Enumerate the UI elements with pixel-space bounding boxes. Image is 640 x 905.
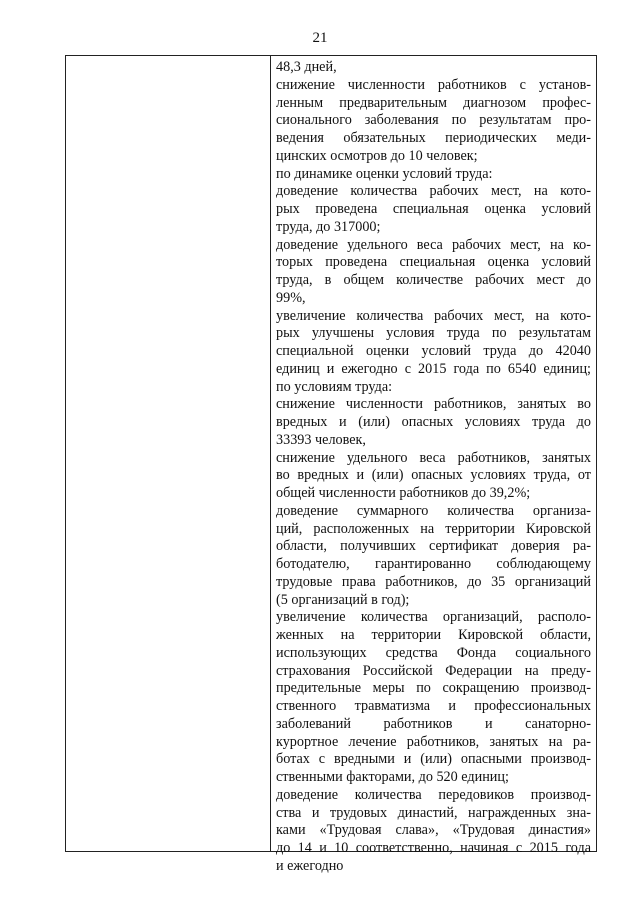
text-line: снижение удельного веса работников, занятых (276, 449, 591, 466)
text-line: предительные меры по сокращению производ- (276, 680, 591, 697)
text-line: ками «Трудовая слава», «Трудовая династия» (276, 822, 591, 839)
text-line: курортное лечение работников, занятых на ра- (276, 733, 591, 750)
text-line: торых проведена специальная оценка условий (276, 254, 591, 271)
text-line: снижение численности работников с установ- (276, 76, 591, 93)
page-number: 21 (312, 30, 328, 46)
text-line: рых проведена специальная оценка условий (276, 201, 591, 217)
text-line: труда, до 317000; (276, 218, 381, 235)
text-line: единиц и ежегодно с 2015 года по 6540 единиц; (276, 360, 591, 377)
text-line: цинских осмотров до 10 человек; (276, 147, 478, 164)
text-line: до 14 и 10 соответственно, начиная с 2015 года (276, 840, 591, 856)
text-line: доведение количества рабочих мест, на кото- (276, 183, 591, 200)
text-line: вредных и (или) опасных условиях труда до (276, 414, 591, 430)
document-table (65, 55, 597, 874)
text-line: по динамике оценки условий труда: (276, 165, 493, 182)
text-line: женных на территории Кировской области, (276, 627, 591, 643)
text-line: (5 организаций в год); (276, 591, 410, 608)
text-line: во вредных и (или) опасных условиях труда, от (276, 467, 591, 484)
text-line: по условиям труда: (276, 378, 393, 395)
text-line: увеличение количества организаций, располо- (276, 609, 591, 626)
text-line: области, получивших сертификат доверия ра- (276, 538, 591, 555)
text-line: и ежегодно (276, 857, 344, 874)
text-line: ботодателю, гарантированно соблюдающему (276, 556, 591, 572)
text-line: использующих средства Фонда социального (276, 644, 591, 661)
text-line: доведение удельного веса рабочих мест, на ко- (276, 236, 591, 253)
text-line: рых улучшены условия труда по результатам (276, 325, 591, 342)
text-line: ства и трудовых династий, награжденных зна- (276, 804, 591, 821)
text-line: доведение суммарного количества организа- (276, 502, 591, 519)
text-line: ций, расположенных на территории Кировской (276, 520, 591, 537)
text-line: общей численности работников до 39,2%; (276, 485, 531, 501)
text-line: ственными факторами, до 520 единиц; (276, 769, 509, 785)
text-line: 99%, (276, 289, 306, 306)
table-left-cell (66, 56, 271, 851)
text-line: труда, в общем количестве рабочих мест до (276, 272, 591, 288)
text-line: сионального заболевания по результатам про- (276, 112, 591, 129)
text-line: страхования Российской Федерации на преду- (276, 662, 591, 679)
text-line: заболеваний работников и санаторно- (276, 715, 591, 732)
text-line: ботах с вредными и (или) опасными производ- (276, 751, 591, 768)
text-line: трудовые права работников, до 35 организаций (276, 573, 591, 590)
text-line: ленным предварительным диагнозом профес- (276, 94, 591, 111)
cell-text-block (276, 59, 591, 876)
text-line: увеличение количества рабочих мест, на кото- (276, 307, 591, 324)
text-line: ведения обязательных периодических меди- (276, 130, 591, 146)
text-line: доведение количества передовиков производ- (276, 786, 591, 803)
text-line: ственного травматизма и профессиональных (276, 698, 591, 714)
table-right-cell (271, 56, 596, 874)
text-line: 48,3 дней, (276, 59, 337, 75)
text-line: специальной оценки условий труда до 42040 (276, 343, 591, 359)
text-line: 33393 человек, (276, 431, 366, 448)
text-line: снижение численности работников, занятых во (276, 396, 591, 413)
